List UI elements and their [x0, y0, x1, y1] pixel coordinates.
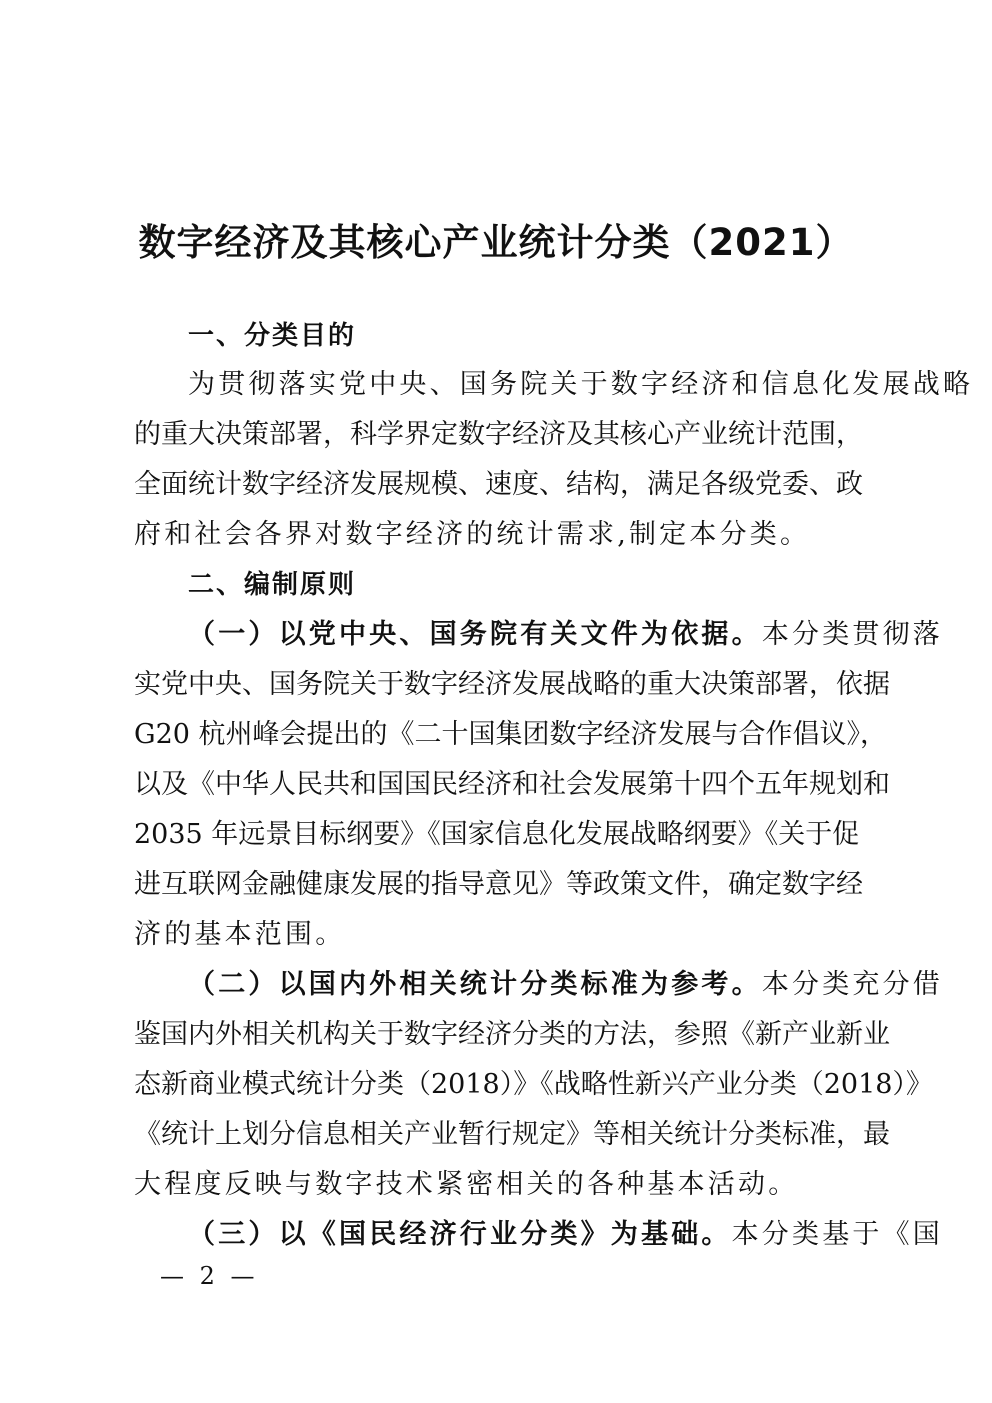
principle-lead-3: （三）以《国民经济行业分类》为基础。	[188, 1219, 732, 1250]
principle-lead-1: （一）以党中央、国务院有关文件为依据。	[188, 619, 762, 650]
paragraph-line: 实党中央、国务院关于数字经济发展战略的重大决策部署，依据	[134, 669, 890, 700]
paragraph-text: 本分类贯彻落	[761, 619, 944, 650]
paragraph-line: 态新商业模式统计分类（2018）》《战略性新兴产业分类（2018）》	[134, 1069, 933, 1100]
paragraph-line: 全面统计数字经济发展规模、速度、结构，满足各级党委、政	[134, 469, 863, 500]
page-number: — 2 —	[160, 1262, 259, 1290]
paragraph-line: 以及《中华人民共和国国民经济和社会发展第十四个五年规划和	[134, 769, 890, 800]
paragraph-text: 本分类基于《国	[731, 1219, 944, 1250]
paragraph-line	[188, 617, 944, 653]
paragraph-line	[188, 967, 944, 1003]
paragraph-line: 2035 年远景目标纲要》《国家信息化发展战略纲要》《关于促	[134, 819, 860, 850]
paragraph-line: 为贯彻落实党中央、国务院关于数字经济和信息化发展战略	[188, 369, 974, 400]
section-heading-classification-purpose: 一、分类目的	[188, 321, 357, 351]
paragraph-line: 大程度反映与数字技术紧密相关的各种基本活动。	[134, 1169, 799, 1200]
paragraph-text: 本分类充分借	[761, 969, 944, 1000]
paragraph-line: 府和社会各界对数字经济的统计需求,制定本分类。	[134, 519, 811, 550]
paragraph-line: 《统计上划分信息相关产业暂行规定》等相关统计分类标准，最	[134, 1119, 890, 1150]
paragraph-line: G20 杭州峰会提出的《二十国集团数字经济发展与合作倡议》，	[134, 719, 888, 750]
page-title: 数字经济及其核心产业统计分类（2021）	[138, 221, 854, 264]
principle-lead-2: （二）以国内外相关统计分类标准为参考。	[188, 969, 762, 1000]
paragraph-line	[188, 1217, 944, 1253]
paragraph-line: 济的基本范围。	[134, 919, 346, 950]
paragraph-line: 鉴国内外相关机构关于数字经济分类的方法，参照《新产业新业	[134, 1019, 890, 1050]
paragraph-line: 的重大决策部署，科学界定数字经济及其核心产业统计范围，	[134, 419, 863, 450]
paragraph-line: 进互联网金融健康发展的指导意见》等政策文件，确定数字经	[134, 869, 863, 900]
section-heading-compilation-principles: 二、编制原则	[188, 570, 357, 600]
